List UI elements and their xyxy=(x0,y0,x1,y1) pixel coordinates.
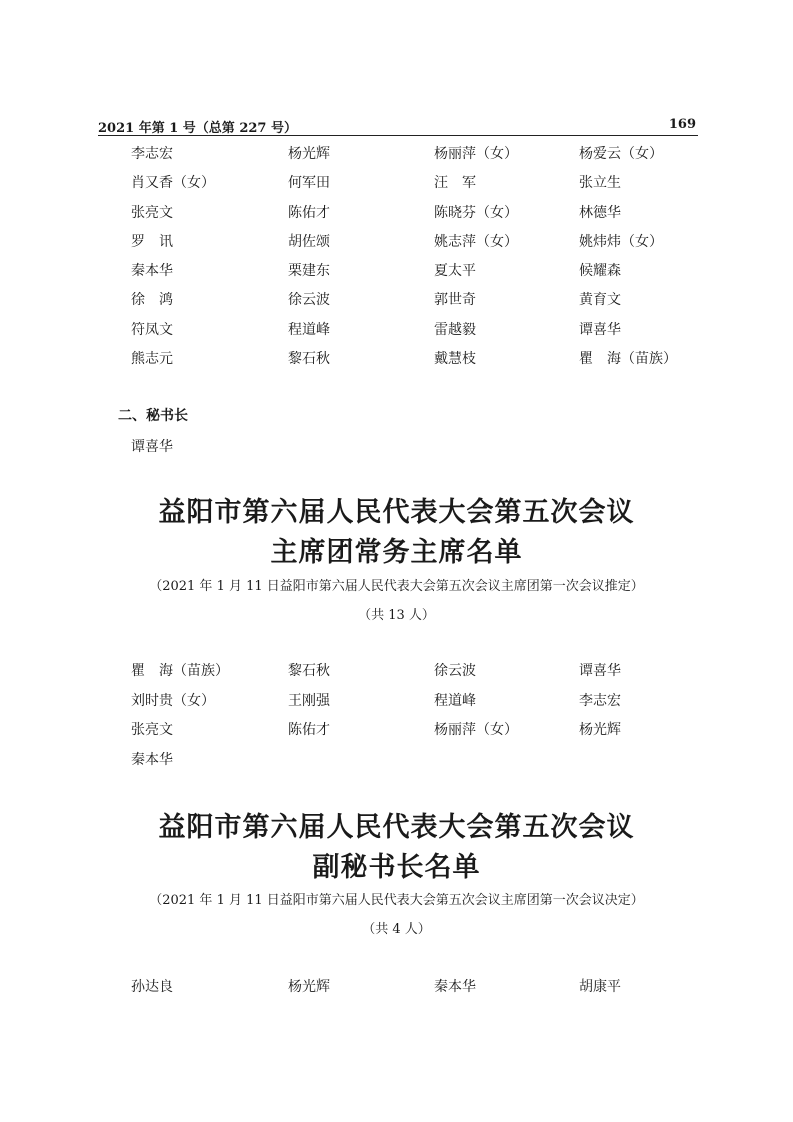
deputy-secretaries-title xyxy=(0,808,793,888)
chair-name: 程道峰 xyxy=(434,692,476,709)
member-name: 徐云波 xyxy=(288,292,330,309)
title-line: 益阳市第六届人民代表大会第五次会议 xyxy=(158,497,635,528)
title-line: 益阳市第六届人民代表大会第五次会议 xyxy=(158,812,635,843)
member-name: 秦本华 xyxy=(131,263,173,280)
deputy-secretaries-count: （共 4 人） xyxy=(362,922,431,937)
member-name: 杨丽萍（女） xyxy=(434,146,518,162)
member-name: 姚志萍（女） xyxy=(434,233,518,250)
page-number: 169 xyxy=(668,117,696,132)
member-name: 陈晓芬（女） xyxy=(434,204,518,221)
secretary-general-name: 谭喜华 xyxy=(131,439,173,455)
member-name: 戴慧枝 xyxy=(434,351,476,368)
member-name: 陈佑才 xyxy=(288,204,330,221)
member-name: 杨光辉 xyxy=(288,146,330,162)
chair-name: 刘时贵（女） xyxy=(131,692,215,709)
chair-name: 陈佑才 xyxy=(288,722,330,739)
chair-name: 李志宏 xyxy=(579,692,621,709)
member-name: 瞿 海（苗族） xyxy=(579,351,677,368)
member-name: 徐 鸿 xyxy=(131,292,173,309)
chair-name: 杨丽萍（女） xyxy=(434,722,518,739)
member-name: 张立生 xyxy=(579,175,621,192)
member-name: 熊志元 xyxy=(131,351,173,368)
member-name: 夏太平 xyxy=(434,263,476,280)
secretary-general-heading: 二、秘书长 xyxy=(118,408,188,424)
standing-chairs-note: （2021 年 1 月 11 日益阳市第六届人民代表大会第五次会议主席团第一次会议推定） xyxy=(149,579,644,594)
member-name: 肖又香（女） xyxy=(131,175,215,192)
member-name: 汪 军 xyxy=(434,175,476,192)
member-name: 黄育文 xyxy=(579,292,621,309)
member-name: 雷越毅 xyxy=(434,321,476,338)
page-header xyxy=(98,117,698,136)
member-name: 姚炜炜（女） xyxy=(579,233,663,250)
member-name: 李志宏 xyxy=(131,146,173,162)
deputy-secretary-name: 胡康平 xyxy=(579,979,621,995)
chair-name: 谭喜华 xyxy=(579,663,621,679)
deputy-secretaries-note: （2021 年 1 月 11 日益阳市第六届人民代表大会第五次会议主席团第一次会议决定） xyxy=(149,893,644,908)
member-name: 候耀森 xyxy=(579,263,621,280)
title-line: 主席团常务主席名单 xyxy=(270,537,523,568)
chair-name: 秦本华 xyxy=(131,751,173,768)
presidium-member-list xyxy=(131,144,731,369)
member-name: 郭世奇 xyxy=(434,292,476,309)
chair-name: 杨光辉 xyxy=(579,722,621,739)
member-name: 杨爱云（女） xyxy=(579,146,663,162)
chair-name: 王刚强 xyxy=(288,692,330,709)
chair-name: 黎石秋 xyxy=(288,663,330,679)
deputy-secretary-name: 孙达良 xyxy=(131,979,173,995)
member-name: 林德华 xyxy=(579,204,621,221)
member-name: 张亮文 xyxy=(131,204,173,221)
deputy-secretary-name: 杨光辉 xyxy=(288,979,330,995)
standing-chairs-title xyxy=(0,493,793,573)
chair-name: 瞿 海（苗族） xyxy=(131,663,229,679)
deputy-secretary-name: 秦本华 xyxy=(434,979,476,995)
member-name: 谭喜华 xyxy=(579,321,621,338)
chair-name: 徐云波 xyxy=(434,663,476,679)
title-line: 副秘书长名单 xyxy=(312,852,481,883)
member-name: 栗建东 xyxy=(288,263,330,280)
member-name: 胡佐颂 xyxy=(288,233,330,250)
chair-name: 张亮文 xyxy=(131,722,173,739)
issue-label: 2021 年第 1 号（总第 227 号） xyxy=(98,121,297,136)
standing-chairs-list xyxy=(131,661,731,770)
member-name: 黎石秋 xyxy=(288,351,330,368)
member-name: 符凤文 xyxy=(131,321,173,338)
deputy-secretaries-list xyxy=(131,977,731,997)
member-name: 程道峰 xyxy=(288,321,330,338)
member-name: 罗 讯 xyxy=(131,233,173,250)
member-name: 何军田 xyxy=(288,175,330,192)
standing-chairs-count: （共 13 人） xyxy=(358,608,435,623)
